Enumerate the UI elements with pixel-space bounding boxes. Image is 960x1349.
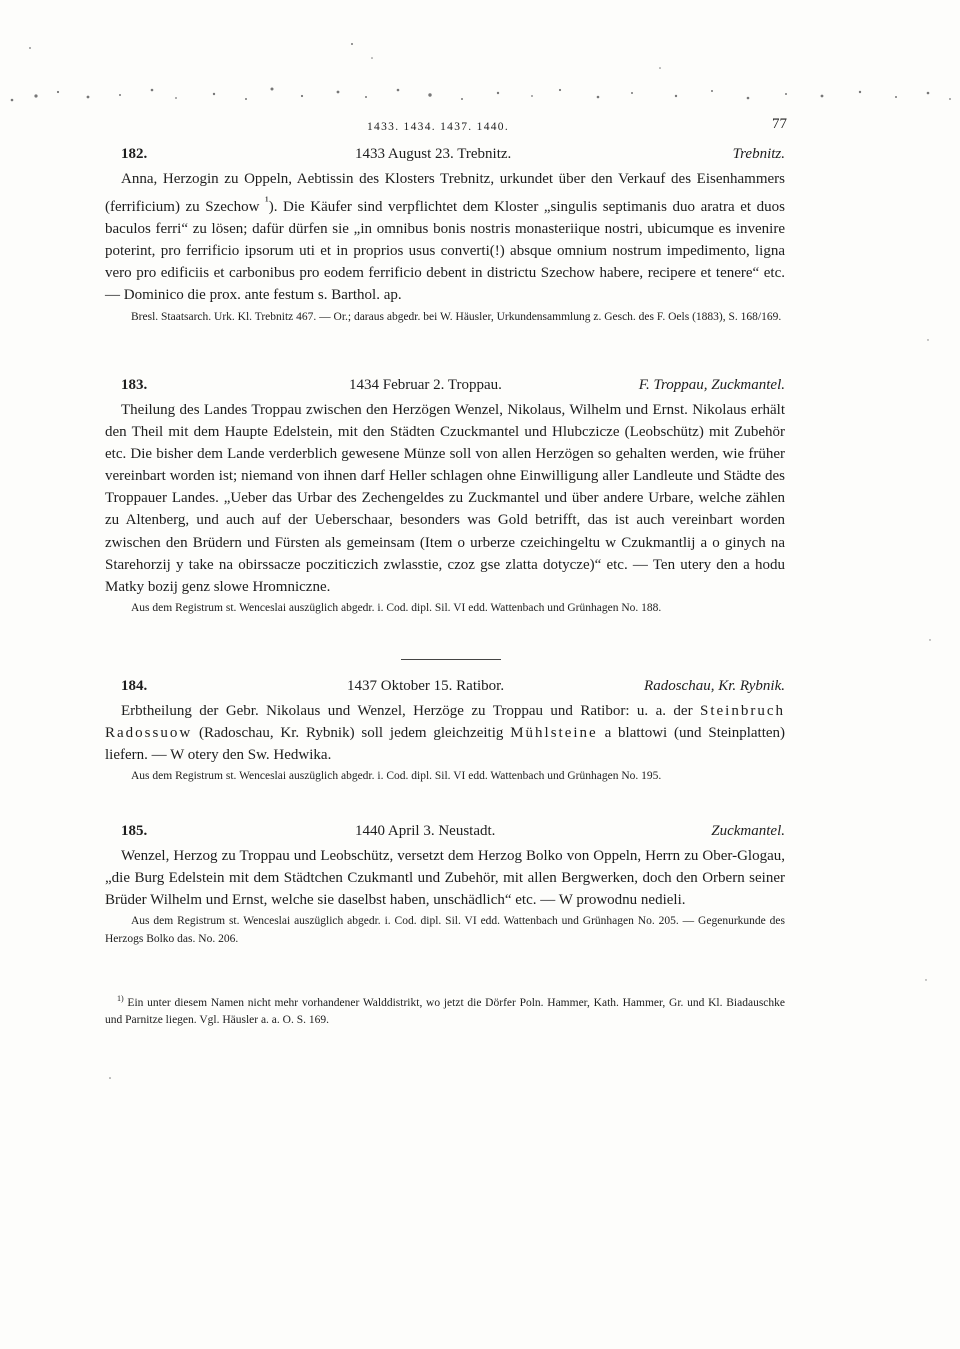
entry-date: 1434 Februar 2. Troppau. (349, 377, 502, 393)
entry-text: Wenzel, Herzog zu Troppau und Leobschütz, versetzt dem Herzog Bolko von Oppeln, Herrn zu Ober-Glogau, „die Burg Edelstein mit dem Städtchen Czukmantl und Zubehör, mit allen Bergwerken, doch den Orbern seiner Brüder Wilhelm und Ernst, welche sie daselbst haben, unschädlich“ etc. — W prowodnu nedieli. (105, 848, 785, 909)
running-header (105, 116, 787, 141)
entry-date: 1437 Oktober 15. Ratibor. (347, 678, 505, 694)
entry-source: Aus dem Registrum st. Wenceslai auszüglich abgedr. i. Cod. dipl. Sil. VI edd. Wattenbach und Grünhagen No. 195. (131, 770, 662, 783)
entry-source: Bresl. Staatsarch. Urk. Kl. Trebnitz 467. — Or.; daraus abgedr. bei W. Häusler, Urkundensammlung z. Gesch. des F. Oels (1883), S. 168/169. (131, 310, 782, 323)
spaced-term: Steinbruch Radossuow (105, 703, 785, 742)
entry-text (105, 700, 785, 766)
entry-place: Radoschau, Kr. Rybnik. (644, 678, 785, 694)
footnote (105, 990, 785, 1030)
entry-header (105, 146, 785, 168)
entry-text: Theilung des Landes Troppau zwischen den Herzögen Wenzel, Nikolaus, Wilhelm und Ernst. Nikolaus erhält den Theil mit dem Haupte Edelstein, mit den Städten Czuckmantel und Hlubczicze (Leobschütz) mit Zubehör etc. Die bisher dem Lande verderblich gewesene Münze soll von allen Herzögen so gehalten werden, wie früher vereinbart worden ist; niemand von ihnen darf Heller schlagen ohne Einwilligung aller Landleute und Städte des Troppauer Landes. „Ueber das Urbar des Zechengeldes zu Zuckmantel und über andere Urbare, welche zählen zu Altenberg, und auch auf der Ueberschaar, besonders was Gold betrifft, das ist auch vereinbart worden zwischen den Brüdern und Fürsten als gemeinsam (Item o urberze czeichingeltu w Czukmantlij a o ginych na Starehorzij y take na obirssacze pocziticzich zwlasstie, czoz gse zlatta dotycze)“ etc. — Ten utery den a hodu Matky bozij genz slowe Hromniczne. (105, 402, 785, 595)
entry-source: Aus dem Registrum st. Wenceslai auszüglich abgedr. i. Cod. dipl. Sil. VI edd. Wattenbach und Grünhagen No. 205. — Gegenurkunde des Herzogs Bolko das. No. 206. (105, 915, 785, 945)
document-entry-185 (105, 823, 785, 948)
entry-text (105, 168, 785, 307)
entry-date: 1433 August 23. Trebnitz. (355, 146, 512, 162)
footnote-text: Ein unter diesem Namen nicht mehr vorhandener Walddistrikt, wo jetzt die Dörfer Poln. Hammer, Kath. Hammer, Gr. und Kl. Biadauschke und Parnitze liegen. Vgl. Häusler a. a. O. S. 169. (105, 996, 785, 1027)
footnote-mark: 1) (117, 994, 124, 1003)
entry-number: 184. (121, 678, 148, 694)
entry-header (105, 823, 785, 845)
entry-place: Zuckmantel. (711, 823, 785, 839)
entry-text-part: Erbtheilung der Gebr. Nikolaus und Wenzel, Herzöge zu Troppau und Ratibor: u. a. der (121, 703, 693, 719)
entry-text-part: a blattowi (und Steinplatten) liefern. — W otery den Sw. Hedwika. (105, 725, 786, 764)
document-entry-183 (105, 377, 785, 617)
entry-text-part: (Radoschau, Kr. Rybnik) soll jedem gleichzeitig (199, 725, 504, 742)
entry-place: F. Troppau, Zuckmantel. (638, 377, 785, 393)
entry-text-part: ). Die Käufer sind verpflichtet dem Kloster „singulis septimanis duo aratra et duos baculos ferri“ zu lösen; dafür dürfen sie „in omnibus bonis nostris monasteriique nostri, ubicumque es invenire poterint, pro ferrificio ipsorum uti et in proprios usus converti(!) absque omnium nostrum impedimento, ligna vero pro edificiis et carbonibus pro eodem ferrificio debent in districtu Szechow habere, recipere et tenere“ etc. — Dominico die prox. ante festum s. Barthol. ap. (105, 199, 786, 304)
footnote-ref: ¹ (264, 194, 269, 209)
section-divider (401, 659, 501, 660)
entry-header (105, 377, 785, 399)
running-head-dates: 1433. 1434. 1437. 1440. (367, 121, 510, 133)
entry-header (105, 678, 785, 700)
entry-text-part: Anna, Herzogin zu Oppeln, Aebtissin des Klosters Trebnitz, urkundet über den Verkauf des Eisenhammers (ferrificium) zu Szechow (105, 171, 785, 216)
entry-number: 185. (121, 823, 148, 839)
entry-number: 183. (121, 377, 148, 393)
entry-date: 1440 April 3. Neustadt. (355, 823, 496, 839)
spaced-term: Mühlsteine (510, 725, 598, 742)
entry-place: Trebnitz. (732, 146, 785, 162)
document-entry-182 (105, 146, 785, 326)
entry-source: Aus dem Registrum st. Wenceslai auszüglich abgedr. i. Cod. dipl. Sil. VI edd. Wattenbach und Grünhagen No. 188. (131, 601, 662, 614)
document-entry-184 (105, 678, 785, 786)
entry-number: 182. (121, 146, 148, 162)
page-number: 77 (772, 116, 787, 132)
